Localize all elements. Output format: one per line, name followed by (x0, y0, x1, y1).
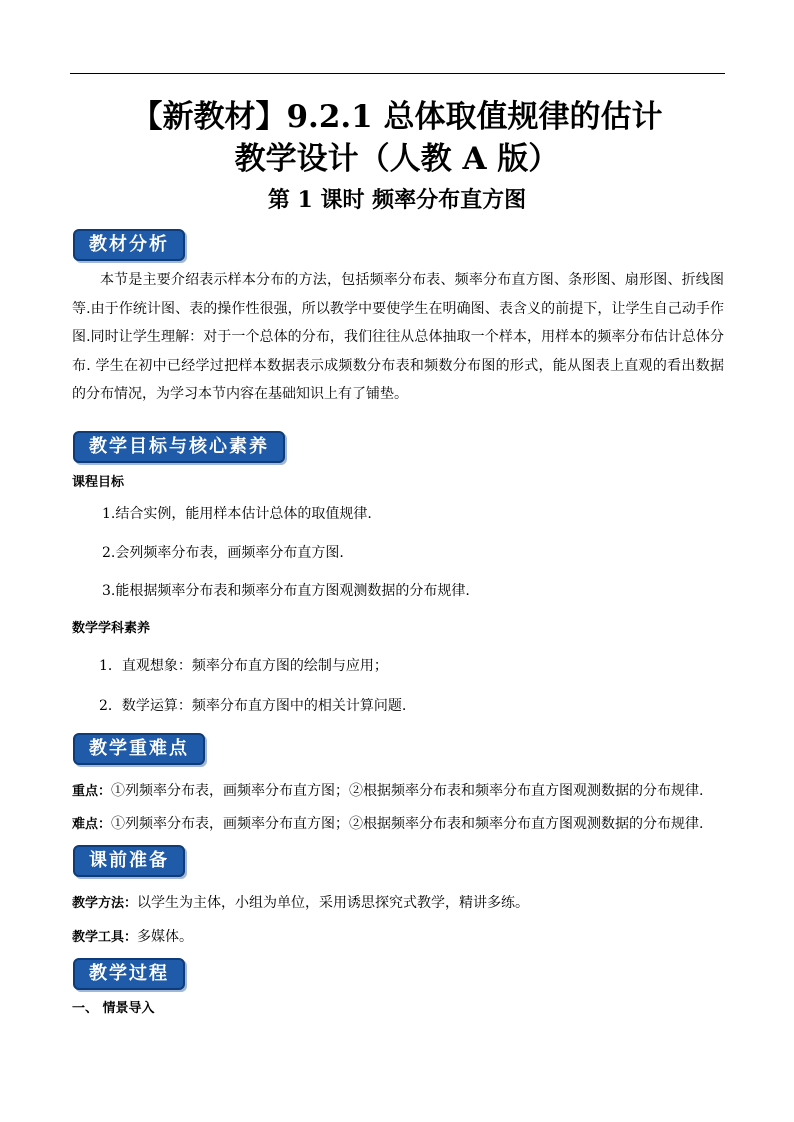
key-point-text: ①列频率分布表，画频率分布直方图；②根据频率分布表和频率分布直方图观测数据的分布规律. (111, 783, 704, 799)
course-goal-item: 1.结合实例，能用样本估计总体的取值规律. (102, 506, 372, 522)
analysis-paragraph: 本节是主要介绍表示样本分布的方法，包括频率分布表、频率分布直方图、条形图、扇形图、折线图等.由于作统计图、表的操作性很强，所以教学中要使学生在明确图、表含义的前提下，让学生自己动手作图.同时让学生理解：对于一个总体的分布，我们往往从总体抽取一个样本，用样本的频率分布估计总体分布. 学生在初中已经学过把样本数据表示成频数分布表和频数分布图的形式，能从图表上直观的看出数据的分布情况，为学习本节内容在基础知识上有了铺垫。 (72, 272, 724, 403)
lesson-subtitle: 第 1 课时 频率分布直方图 (267, 187, 527, 213)
document-title: 【新教材】9.2.1 总体取值规律的估计 (131, 99, 663, 135)
header-rule (70, 73, 725, 74)
literacy-title: 数学学科素养 (72, 621, 151, 636)
difficulty-label: 难点： (72, 817, 112, 832)
course-goal-item: 2.会列频率分布表，画频率分布直方图. (102, 545, 344, 561)
key-point-line (72, 781, 703, 802)
teaching-tools-text: 多媒体。 (137, 929, 194, 945)
difficulty-line (72, 814, 703, 835)
teaching-method-text: 以学生为主体，小组为单位，采用诱思探究式教学，精讲多练。 (137, 895, 530, 911)
document-title-line2: 教学设计（人教 A 版） (234, 141, 560, 177)
teaching-tools-line (72, 927, 193, 948)
process-step-title: 一、 情景导入 (72, 1001, 155, 1016)
section-heading-analysis: 教材分析 (73, 229, 185, 261)
course-goals-title: 课程目标 (72, 475, 125, 490)
literacy-item: 1．直观想象：频率分布直方图的绘制与应用； (99, 658, 388, 674)
course-goal-item: 3.能根据频率分布表和频率分布直方图观测数据的分布规律. (102, 583, 470, 599)
key-point-label: 重点： (72, 784, 112, 799)
section-heading-preparation: 课前准备 (73, 845, 185, 877)
section-heading-objectives: 教学目标与核心素养 (73, 431, 285, 463)
section-heading-process: 教学过程 (73, 958, 185, 990)
difficulty-text: ①列频率分布表，画频率分布直方图；②根据频率分布表和频率分布直方图观测数据的分布规律. (111, 816, 704, 832)
section-heading-key-points: 教学重难点 (73, 733, 205, 765)
teaching-method-label: 教学方法： (72, 896, 138, 911)
literacy-item: 2．数学运算：频率分布直方图中的相关计算问题. (99, 698, 407, 714)
teaching-method-line (72, 893, 529, 914)
teaching-tools-label: 教学工具： (72, 930, 138, 945)
